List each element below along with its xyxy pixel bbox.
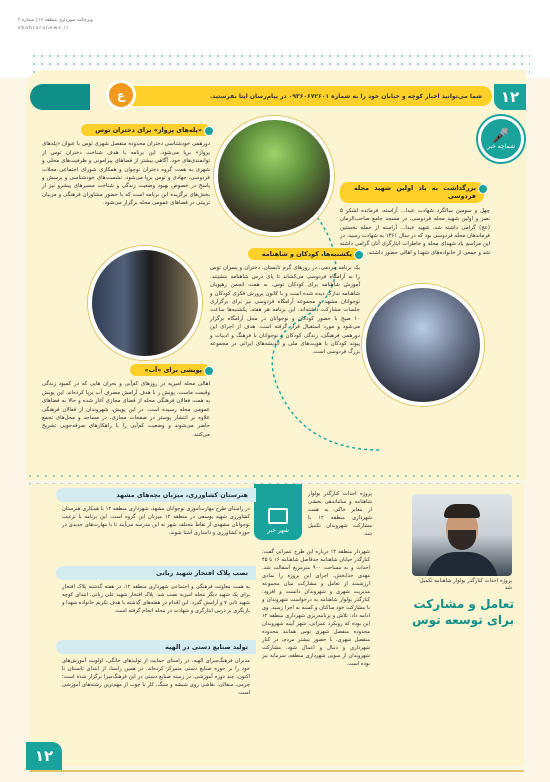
main-story-body: شهردار منطقه ۱۲ درباره این طرح عمرانی گفت: کنارگذر خیابان شاهنامه حدفاصل شاهنامه ۱۶ تا ۴۵ احداث و به مساحت ۹۰۰ مترمربع آسفالت شد. مهدی خدابخش، اجرای این پروژه را نمادی ارزشمند از تعامل و مشارکت میان مجموعه مدیریت شهری و شهروندان دانست و افزود: کنارگذر بولوار شاهنامه به درخواست شهروندان و با مشارکت خود ساکنان و کسبه به اجرا رسید. وی ادامه داد: تلاش و برنامه‌ریزی شهرداری منطقه ۱۲ این بوده که رویکرد عمرانی، شهر آیینه شهروندان محدوده منفصل شهری توس همانند محدوده منفصل شهری، با حضور بیشتر مردم، در کنار شهرداری و دنبال و اعمال شود. مشارکت شهروندان از سویی شهرداری منطقه، سرمایه نیز بوده است. bbox=[262, 549, 371, 667]
section-number: ۱۲ bbox=[494, 84, 526, 110]
top-banner bbox=[122, 86, 492, 106]
article-water-campaign bbox=[42, 364, 210, 439]
news-item bbox=[56, 566, 256, 615]
official-portrait bbox=[412, 494, 512, 576]
article-title: بزرگداشت به یاد اولین شهید محله فردوسی bbox=[340, 182, 484, 203]
article-paleh-parvaz bbox=[42, 124, 210, 208]
header-website[interactable]: shahraranews.ir bbox=[18, 26, 70, 31]
news-body: به همت معاونت فرهنگی و اجتماعی شهرداری منطقه ۱۲، در هفته گذشته پلاک افتخار برای یک شهید دیگر محله امیریه نصب شد. پلاک افتخار شهید علی ربانی، ابتدای کوچه شهید ثانی ۷ و آرامش گذرد. این اقدام در هفته‌های گذشته با هدف تکریم خانواده شهدا و بازنگری بر درس ایثارگری و شهادت در محله انجام گرفته است. bbox=[62, 584, 250, 614]
news-body: مدیران فرهنگ‌سرای الهیه، در راستای حمایت از تولیدهای خانگی، اولویت آموزش‌های خود را بر حوزه صنایع دستی متمرکز کرده‌اند. در همین راستا، از ابتدای تابستان تا اکنون، چند دوره آموزشی، در زمینه صنایع دستی در این فرهنگ‌سرا برگزار شده است؛ چرمی، سفالی، نقاشی روی شیشه و سنگ، کار با چوب از مهم‌ترین رشته‌های آموزشی است. bbox=[62, 658, 250, 696]
mosque-ceremony-photo bbox=[362, 284, 484, 406]
news-title: تولید صنایع دستی در الهیه bbox=[56, 640, 256, 654]
news-body: در راستای طرح مهارت‌آموزی نوجوانان مشهد، شهرداری منطقه ۱۲ با همکاری هنرستان کشاورزی شهید یوسفی در منطقه ۱۲ میزبان این گروه است. این برنامه با ترغیب نوجوانان مشهدی از نقاط مختلف شهر به این مدرسه می‌آیند تا با مهارت‌های جدیدی در حوزه کشاورزی و دامداری آشنا شوند. bbox=[62, 506, 250, 536]
footer-rule bbox=[30, 770, 524, 772]
banner-text: شما می‌توانید اخبار کوچه و خیابان خود را به شماره ۰۹۳۶۰۶۷۲۶۰۱ در پیام‌رسان ایتا بفرستید. bbox=[209, 92, 482, 100]
microphone-icon: 🎤 bbox=[492, 127, 510, 144]
newspaper-icon bbox=[268, 508, 288, 524]
badge-label: شماچه خبر bbox=[487, 142, 515, 150]
main-story-lead: پروژه احداث کنارگذر بولوار شاهنامه و ساماندهی بخشی از معابر خاکی به همت شهرداری منطقه ۱۲ با مشارکت شهروندان تکمیل شد. bbox=[308, 491, 372, 537]
article-title: «پله‌های پرواز» برای دختران توس bbox=[81, 124, 210, 136]
badge-label: شهر خبر bbox=[267, 527, 289, 534]
main-story-title: تعامل و مشارکت برای توسعه توس bbox=[412, 597, 514, 627]
portrait-caption: پروژه احداث کنارگذر بولوار شاهنامه تکمیل شد bbox=[419, 578, 512, 592]
article-body: یک برنامه مردمی، در روزهای گرم تابستان، دختران و پسران توس را به آرامگاه فردوسی می‌کشاند تا پای درس شاهنامه بنشینند. آموزش شاهنامه برای کودکان توس، به همت انجمن رهپویان شاهنامه تدارک دیده شده است و با کانون پرورش فکری کودکان و نوجوانان مشهد و مجموعه آرامگاه فردوسی نیز برای برگزاری جلسات مشارکت داشته‌اند. این برنامه هر هفته، یکشنبه‌ها ساعت ۱۰ صبح با حضور کودکان و نوجوانان در محل آرامگاه برگزار می‌شود و مورد استقبال قرار گرفته است. هدف از اجرای این دورهمی فرهنگی، زندگی کودکان و نوجوانان با فرهنگ و ادبیات و پیوند کودکان با هویت‌های ملی و اندیشه‌های ایرانی در مجموعه بزرگ فردوسی است. bbox=[210, 265, 360, 356]
portrait-beard bbox=[448, 530, 476, 550]
article-title: یکشنبه‌ها، کودکان و شاهنامه bbox=[248, 248, 360, 260]
article-body: دورهمی خودشناسی دختران محدوده منفصل شهری توس با عنوان «پله‌های پرواز» برپا می‌شود. این برنامه با هدف شناخت دختران توس از توانمندی‌های خود، آگاهی بیشتر از فضاهای پیرامونی و ظرفیت‌های محلی و شهری به همت گروه دختران نوجوان و همکاری شورای اجتماعی محلات فردوسی، جهادی و توس برپا می‌شود. نشست‌های خودشناسی و پرسش و پاسخ در خصوص بهبود وضعیت زندگی و شناخت مسیرهای پیشرو نیز از بخش‌های برگزیده این برنامه است که با حضور مشاوران فرهنگی و مربیان تربیتی در فضاهای عمومی محله برگزار می‌شود. bbox=[42, 141, 210, 207]
article-body: چهل و سومین سالگرد شهادت عبدا... آراسته، فرمانده لشکر ۵ نصر و اولین شهید محله فردوسی، در مسجد جامع صاحب‌الزمان (عج) گرامی داشته شد. شهید عبدا... آراسته از جمله نخستین فرماندهان محله فردوسی بود که در سال ۱۳۶۱ به شهادت رسید. در این مراسم یاد شهدای محله و خاطرات ایثارگری آنان گرامی داشته شد و جمعی از خانواده‌های شهدا و اهالی حضور داشتند. bbox=[340, 207, 490, 256]
logo-letter: ع bbox=[116, 88, 126, 102]
header-publication: ویژه‌نامه شهرداری منطقه ۱۲ | شماره ۳ bbox=[18, 18, 93, 23]
article-shahnameh-sundays bbox=[210, 248, 360, 357]
shomache-khabar-badge bbox=[478, 116, 524, 162]
news-title: نصب پلاک افتخار شهید ربانی bbox=[56, 566, 256, 580]
publication-logo-icon bbox=[106, 80, 136, 110]
children-event-photo bbox=[214, 116, 334, 236]
news-title: هنرستان کشاورزی، میزبان بچه‌های مشهد bbox=[56, 488, 256, 502]
article-title: پویشی برای «آب» bbox=[130, 364, 210, 376]
left-tab-decoration bbox=[30, 84, 90, 110]
library-photo bbox=[88, 246, 202, 360]
portrait-hair bbox=[444, 504, 480, 518]
shahr-khabar-badge bbox=[254, 484, 302, 540]
portrait-suit bbox=[426, 552, 498, 576]
article-martyr-commemoration bbox=[340, 182, 490, 257]
bottom-section-number: ۱۲ bbox=[26, 742, 62, 770]
article-body: اهالی محله امیریه در روزهای کم‌آبی و بحران هایی که در کمبود زندگی وقیمت ماست، پویش ر با هدف آرامش مصرف آب برپا کرده‌اند. این پویش به همت فعالان فرهنگی محله از فضای مجازی آغاز شده و حالا به فضاهای عمومی محله رسیده است. در این پویش، شهروندان از فعالان فرهنگی علاوه بر انتشار پوستر در صفحات مجازی، در مساجد و محل‌های تجمع حاضر می‌شوند و وضعیت کم‌آبی را با راهکارهای صرفه‌جویی تشریح می‌کنند. bbox=[42, 381, 210, 438]
news-item bbox=[56, 488, 256, 537]
news-item bbox=[56, 640, 256, 697]
